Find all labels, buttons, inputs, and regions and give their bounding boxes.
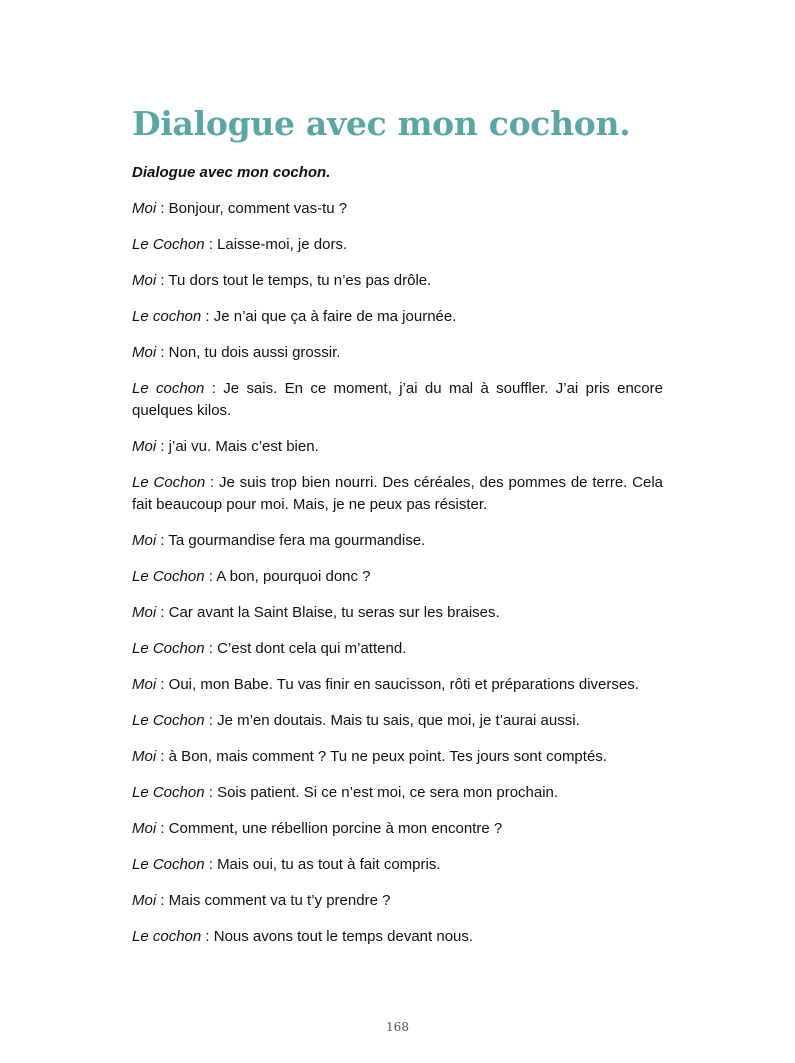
page-title: Dialogue avec mon cochon. [132, 104, 631, 143]
speaker-name: Moi [132, 820, 157, 837]
line-text: : Laisse-moi, je dors. [204, 236, 348, 253]
speaker-name: Le cochon [132, 928, 202, 945]
dialogue-line [132, 926, 663, 948]
speaker-name: Moi [132, 604, 157, 621]
dialogue-line [132, 472, 663, 516]
line-text: : Je suis trop bien nourri. Des céréales, des pommes de terre. Cela fait beaucoup pour moi. Mais, je ne peux pas résister. [132, 474, 663, 513]
section-subtitle: Dialogue avec mon cochon. [132, 164, 331, 181]
speaker-name: Moi [132, 200, 157, 217]
page-number: 168 [386, 1020, 409, 1034]
dialogue-line [132, 436, 663, 458]
dialogue-line [132, 602, 663, 624]
speaker-name: Moi [132, 676, 157, 693]
line-text: : j’ai vu. Mais c’est bien. [156, 438, 319, 455]
speaker-name: Le Cochon [132, 568, 205, 585]
dialogue-line [132, 674, 663, 696]
speaker-name: Moi [132, 344, 157, 361]
speaker-name: Le Cochon [132, 856, 205, 873]
speaker-name: Moi [132, 438, 157, 455]
line-text: : Bonjour, comment vas-tu ? [156, 200, 348, 217]
speaker-name: Le Cochon [132, 474, 206, 491]
line-text: : Sois patient. Si ce n’est moi, ce sera mon prochain. [204, 784, 559, 801]
dialogue-line [132, 854, 663, 876]
speaker-name: Le Cochon [132, 236, 205, 253]
line-text: : Mais oui, tu as tout à fait compris. [204, 856, 441, 873]
line-text: : Non, tu dois aussi grossir. [156, 344, 341, 361]
speaker-name: Le cochon [132, 380, 205, 397]
line-text: : Oui, mon Babe. Tu vas finir en saucisson, rôti et préparations diverses. [156, 676, 639, 693]
speaker-name: Le Cochon [132, 640, 205, 657]
dialogue-line [132, 710, 663, 732]
dialogue-line [132, 342, 663, 364]
dialogue-line [132, 818, 663, 840]
line-text: : Mais comment va tu t’y prendre ? [156, 892, 391, 909]
line-text: : à Bon, mais comment ? Tu ne peux point. Tes jours sont comptés. [156, 748, 607, 765]
dialogue-line [132, 638, 663, 660]
speaker-name: Moi [132, 892, 157, 909]
speaker-name: Moi [132, 272, 157, 289]
line-text: : C’est dont cela qui m’attend. [204, 640, 407, 657]
line-text: : Car avant la Saint Blaise, tu seras sur les braises. [156, 604, 500, 621]
dialogue-line [132, 890, 663, 912]
dialogue-line [132, 234, 663, 256]
dialogue-line [132, 782, 663, 804]
speaker-name: Moi [132, 748, 157, 765]
line-text: : A bon, pourquoi donc ? [204, 568, 371, 585]
speaker-name: Moi [132, 532, 157, 549]
line-text: : Je n’ai que ça à faire de ma journée. [201, 308, 457, 325]
dialogue-line [132, 566, 663, 588]
line-text: : Nous avons tout le temps devant nous. [201, 928, 474, 945]
dialogue-line [132, 530, 663, 552]
speaker-name: Le Cochon [132, 712, 205, 729]
dialogue-line [132, 306, 663, 328]
dialogue-line [132, 378, 663, 422]
line-text: : Comment, une rébellion porcine à mon encontre ? [156, 820, 503, 837]
line-text: : Je sais. En ce moment, j’ai du mal à souffler. J’ai pris encore quelques kilos. [132, 380, 663, 419]
speaker-name: Le cochon [132, 308, 202, 325]
dialogue-line [132, 198, 663, 220]
dialogue-line [132, 270, 663, 292]
line-text: : Ta gourmandise fera ma gourmandise. [156, 532, 426, 549]
dialogue-line [132, 746, 663, 768]
line-text: : Je m’en doutais. Mais tu sais, que moi, je t’aurai aussi. [204, 712, 580, 729]
line-text: : Tu dors tout le temps, tu n’es pas drôle. [156, 272, 432, 289]
dialogue-body [132, 162, 663, 962]
speaker-name: Le Cochon [132, 784, 205, 801]
